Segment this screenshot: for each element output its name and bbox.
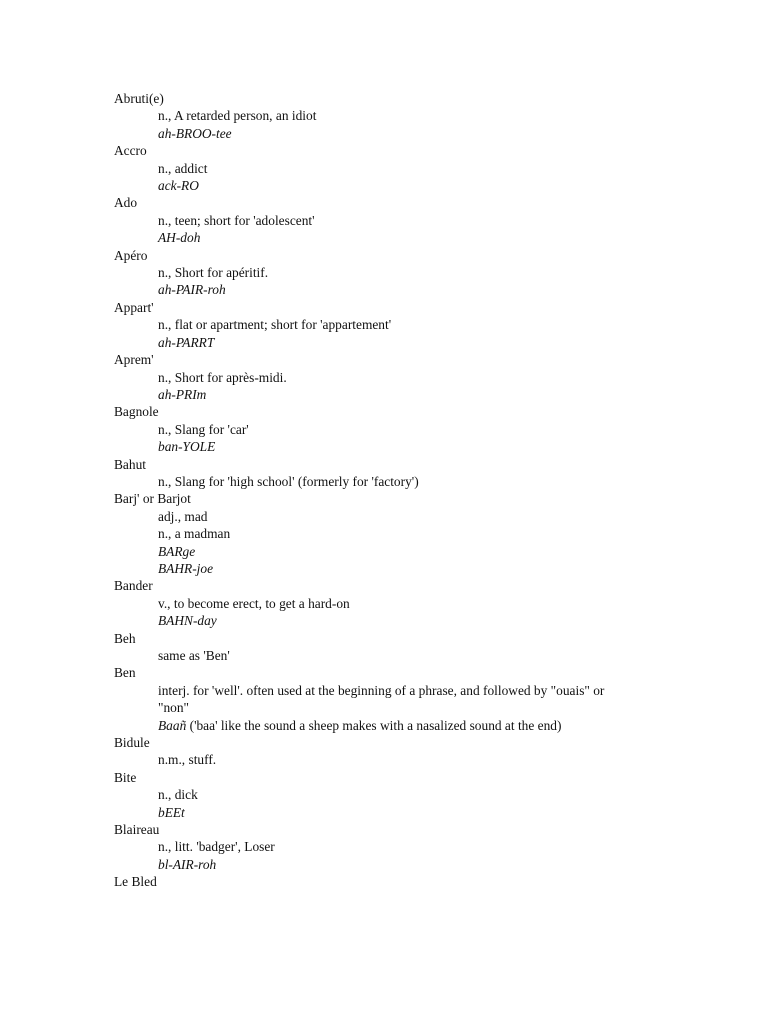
entry-pronunciation: BARge	[158, 543, 196, 559]
entry-definition: interj. for 'well'. often used at the beginning of a phrase, and followed by "ouais" or	[158, 682, 605, 698]
entry-term: Bagnole	[114, 404, 159, 420]
entry-term: Accro	[114, 143, 147, 159]
entry-pronunciation: ack-RO	[158, 178, 199, 194]
entry-pronunciation: bEEt	[158, 804, 185, 820]
entry-term: Appart'	[114, 299, 154, 315]
glossary-entry	[114, 734, 674, 769]
glossary-entry	[114, 247, 674, 299]
entry-definition: n.m., stuff.	[158, 752, 217, 768]
entry-pronunciation: ban-YOLE	[158, 439, 216, 455]
glossary-entry	[114, 490, 674, 577]
entry-pronunciation: Baañ	[158, 717, 187, 733]
entry-definition: n., Slang for 'car'	[158, 421, 249, 437]
entry-term: Blaireau	[114, 822, 160, 838]
entry-pronunciation: ah-PAIR-roh	[158, 282, 226, 298]
entry-definition: n., A retarded person, an idiot	[158, 108, 317, 124]
entry-definition	[158, 717, 674, 734]
entry-pronunciation: ah-PRIm	[158, 386, 207, 402]
entry-term: Barj' or Barjot	[114, 491, 191, 507]
entry-definition: n., a madman	[158, 526, 231, 542]
entry-pronunciation: bl-AIR-roh	[158, 856, 217, 872]
entry-pronunciation: BAHN-day	[158, 613, 217, 629]
entry-definition: v., to become erect, to get a hard-on	[158, 595, 350, 611]
entry-term: Bander	[114, 578, 153, 594]
entry-term: Le Bled	[114, 874, 157, 890]
glossary-entry	[114, 299, 674, 351]
entry-definition: n., addict	[158, 160, 208, 176]
entry-term: Bahut	[114, 456, 146, 472]
glossary-entry	[114, 577, 674, 629]
entry-definition: same as 'Ben'	[158, 648, 230, 663]
glossary-entry	[114, 194, 674, 246]
entry-term: Abruti(e)	[114, 91, 164, 106]
entry-definition: adj., mad	[158, 508, 208, 524]
entry-definition: n., Slang for 'high school' (formerly for 'factory')	[158, 473, 419, 489]
entry-term: Ado	[114, 195, 138, 211]
glossary-list	[114, 90, 674, 891]
entry-pronunciation: AH-doh	[158, 230, 201, 246]
glossary-entry	[114, 664, 674, 734]
entry-pronunciation: BAHR-joe	[158, 560, 214, 576]
entry-definition: n., flat or apartment; short for 'appartement'	[158, 317, 392, 333]
entry-definition: n., litt. 'badger', Loser	[158, 839, 275, 855]
glossary-entry	[114, 90, 674, 142]
glossary-entry	[114, 873, 674, 890]
glossary-entry	[114, 630, 674, 665]
entry-pronunciation: ah-PARRT	[158, 334, 215, 350]
entry-definition: n., Short for après-midi.	[158, 369, 287, 385]
entry-term: Ben	[114, 665, 136, 681]
entry-pronunciation: ah-BROO-tee	[158, 125, 232, 141]
glossary-entry	[114, 821, 674, 873]
glossary-entry	[114, 142, 674, 194]
glossary-entry	[114, 456, 674, 491]
glossary-entry	[114, 769, 674, 821]
entry-term: Bite	[114, 769, 137, 785]
entry-term: Aprem'	[114, 352, 154, 368]
entry-definition: "non"	[158, 700, 190, 716]
entry-definition: n., Short for apéritif.	[158, 265, 269, 281]
entry-definition: n., teen; short for 'adolescent'	[158, 212, 315, 228]
entry-term: Apéro	[114, 247, 148, 263]
entry-term: Bidule	[114, 735, 150, 751]
entry-definition: n., dick	[158, 787, 198, 803]
glossary-entry	[114, 351, 674, 403]
entry-term: Beh	[114, 630, 136, 646]
entry-definition-text: ('baa' like the sound a sheep makes with a nasalized sound at the end)	[186, 717, 562, 733]
glossary-entry	[114, 403, 674, 455]
